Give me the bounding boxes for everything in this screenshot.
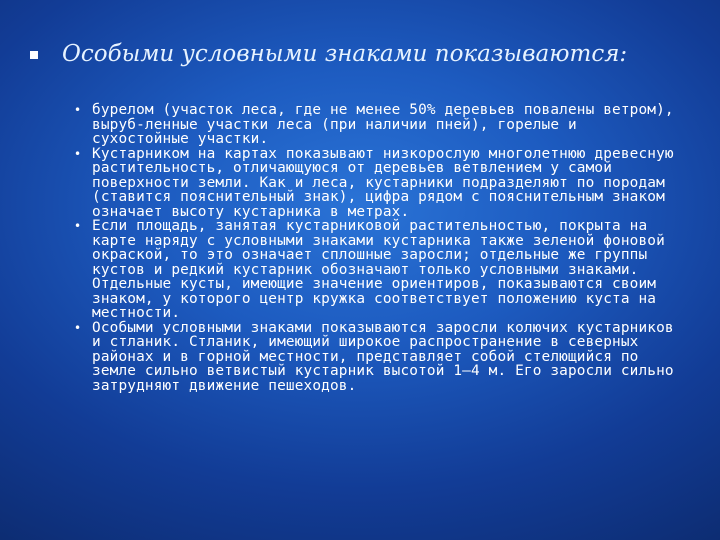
list-item-text: Особыми условными знаками показываются заросли колючих кустарников и стланик. Стланик, имеющий широкое распространение в северных районах и в горной местности, представляет собой стелющийся по земле сильно ветвистый кустарник высотой 1—4 м. Его заросли сильно затрудняют движение пешеходов. [92, 319, 674, 394]
title-row [30, 40, 700, 68]
list-item-text: Кустарником на картах показывают низкорослую многолетнюю древесную растительность, отличающуюся от деревьев ветвлением у самой поверхности земли. Как и леса, кустарники подразделяют по породам (ставится пояснительный знак), цифра рядом с пояснительным знаком означает высоту кустарника в метрах. [92, 145, 674, 220]
list-item-text: Если площадь, занятая кустарниковой растительностью, покрыта на карте наряду с условными знаками кустарника также зеленой фоновой окраской, то это означает сплошные заросли; отдельные же группы кустов и редкий кустарник обозначают только условными знаками. Отдельные кусты, имеющие значение ориентиров, показываются своим знаком, у которого центр кружка соответствует положению куста на местности. [92, 218, 665, 321]
list-item-text: бурелом (участок леса, где не менее 50% деревьев повалены ветром), выруб-ленные участки леса (при наличии пней), горелые и сухостойные участки. [92, 102, 674, 147]
slide-title: Особыми условными знаками показываются: [62, 41, 628, 67]
list-item [74, 103, 674, 147]
bullet-list [74, 103, 674, 393]
dot-bullet-icon: • [74, 103, 82, 117]
square-bullet-icon [30, 51, 38, 59]
list-item [74, 147, 674, 220]
list-item [74, 321, 674, 394]
dot-bullet-icon: • [74, 146, 82, 161]
list-item [74, 219, 674, 321]
dot-bullet-icon: • [74, 320, 82, 335]
dot-bullet-icon: • [74, 219, 82, 233]
